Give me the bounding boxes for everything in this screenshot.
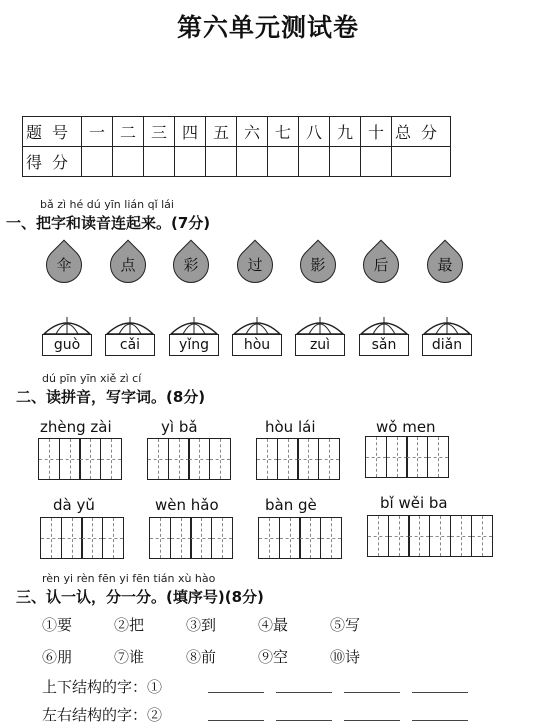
character-drop[interactable]: 后	[356, 240, 407, 291]
answer-line[interactable]	[412, 720, 468, 721]
score-cell[interactable]	[144, 147, 175, 177]
reading-label: yǐng	[169, 334, 219, 356]
reading-label: diǎn	[422, 334, 472, 356]
character-item: ⑦谁	[114, 648, 145, 666]
column-header: 六	[237, 117, 268, 147]
character-item: ②把	[114, 616, 145, 634]
section3-heading: 三、认一认，分一分。(填序号)(8分)	[16, 588, 264, 606]
writing-grid[interactable]	[365, 436, 448, 478]
section1-pinyin: bǎ zì hé dú yīn lián qǐ lái	[40, 198, 174, 211]
character-item: ①要	[42, 616, 73, 634]
character-item: ⑨空	[258, 648, 289, 666]
character-drop[interactable]: 点	[103, 240, 154, 291]
column-header: 八	[299, 117, 330, 147]
word-pinyin: dà yǔ	[53, 496, 95, 514]
section3-pinyin: rèn yi rèn fēn yi fēn tián xù hào	[42, 572, 216, 585]
umbrella-reading[interactable]	[293, 316, 347, 364]
umbrella-icon	[357, 316, 411, 336]
writing-grid[interactable]	[256, 438, 339, 480]
character-item: ⑩诗	[330, 648, 361, 666]
question-top-bottom-structure: 上下结构的字：①	[42, 678, 163, 696]
row-label-question-number: 题号	[23, 117, 82, 147]
writing-grid[interactable]	[149, 517, 232, 559]
writing-grid[interactable]	[40, 517, 123, 559]
umbrella-reading[interactable]	[230, 316, 284, 364]
umbrella-reading[interactable]	[420, 316, 474, 364]
reading-label: sǎn	[359, 334, 409, 356]
word-pinyin: bàn gè	[265, 496, 317, 514]
answer-line[interactable]	[344, 720, 400, 721]
character-item: ⑥朋	[42, 648, 73, 666]
page-title: 第六单元测试卷	[176, 13, 359, 42]
section2-pinyin: dú pīn yīn xiě zì cí	[42, 372, 142, 385]
score-cell[interactable]	[82, 147, 113, 177]
answer-line[interactable]	[208, 720, 264, 721]
umbrella-icon	[230, 316, 284, 336]
reading-label: hòu	[232, 334, 282, 356]
umbrella-icon	[40, 316, 94, 336]
answer-line[interactable]	[208, 692, 264, 693]
column-header: 十	[361, 117, 392, 147]
section2-heading: 二、读拼音，写字词。(8分)	[16, 388, 206, 406]
umbrella-reading[interactable]	[40, 316, 94, 364]
umbrella-reading[interactable]	[103, 316, 157, 364]
score-cell-total[interactable]	[392, 147, 451, 177]
reading-label: zuì	[295, 334, 345, 356]
character-item: ⑤写	[330, 616, 361, 634]
score-cell[interactable]	[299, 147, 330, 177]
word-pinyin: wǒ men	[376, 418, 436, 436]
character-drop[interactable]: 彩	[166, 240, 217, 291]
word-pinyin: bǐ wěi ba	[380, 494, 448, 512]
score-cell[interactable]	[206, 147, 237, 177]
character-item: ④最	[258, 616, 289, 634]
word-pinyin: zhèng zài	[40, 418, 112, 436]
score-cell[interactable]	[361, 147, 392, 177]
writing-grid[interactable]	[258, 517, 341, 559]
umbrella-icon	[420, 316, 474, 336]
umbrella-icon	[103, 316, 157, 336]
score-cell[interactable]	[237, 147, 268, 177]
character-item: ⑧前	[186, 648, 217, 666]
question-left-right-structure: 左右结构的字：②	[42, 706, 163, 724]
score-table-row-header	[23, 117, 451, 147]
answer-line[interactable]	[276, 720, 332, 721]
column-header: 二	[113, 117, 144, 147]
writing-grid[interactable]	[147, 438, 230, 480]
writing-grid[interactable]	[367, 515, 491, 557]
word-pinyin: wèn hǎo	[155, 496, 219, 514]
score-table-row-score	[23, 147, 451, 177]
column-header: 一	[82, 117, 113, 147]
character-drop[interactable]: 过	[230, 240, 281, 291]
writing-grid[interactable]	[38, 438, 121, 480]
score-cell[interactable]	[330, 147, 361, 177]
answer-line[interactable]	[276, 692, 332, 693]
column-header: 九	[330, 117, 361, 147]
umbrella-reading[interactable]	[167, 316, 221, 364]
score-cell[interactable]	[175, 147, 206, 177]
umbrella-icon	[167, 316, 221, 336]
reading-label: cǎi	[105, 334, 155, 356]
character-drop[interactable]: 影	[293, 240, 344, 291]
answer-line[interactable]	[412, 692, 468, 693]
score-cell[interactable]	[268, 147, 299, 177]
character-item: ③到	[186, 616, 217, 634]
umbrella-icon	[293, 316, 347, 336]
column-header: 七	[268, 117, 299, 147]
word-pinyin: yì bǎ	[161, 418, 198, 436]
answer-line[interactable]	[344, 692, 400, 693]
column-header: 五	[206, 117, 237, 147]
umbrella-reading[interactable]	[357, 316, 411, 364]
column-header: 三	[144, 117, 175, 147]
column-header: 四	[175, 117, 206, 147]
row-label-score: 得分	[23, 147, 82, 177]
column-header-total: 总分	[392, 117, 451, 147]
character-drop[interactable]: 伞	[39, 240, 90, 291]
word-pinyin: hòu lái	[265, 418, 316, 436]
score-cell[interactable]	[113, 147, 144, 177]
section1-heading: 一、把字和读音连起来。(7分)	[6, 214, 211, 232]
score-table	[22, 116, 451, 177]
character-drop[interactable]: 最	[420, 240, 471, 291]
reading-label: guò	[42, 334, 92, 356]
